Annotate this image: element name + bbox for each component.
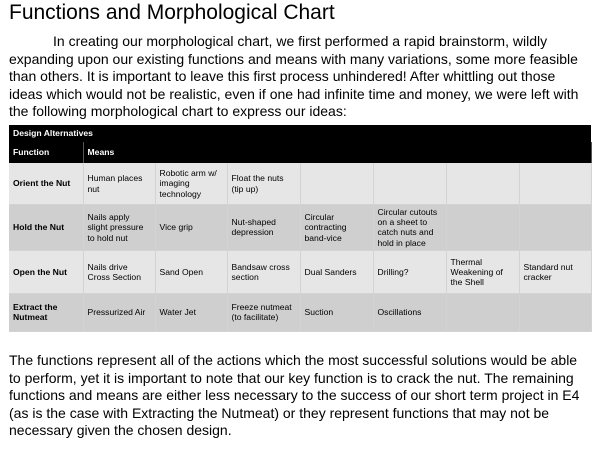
intro-paragraph: In creating our morphological chart, we first performed a rapid brainstorm, wildly expanding upon our existing functions and means with many variations, some more feasible than others. It is important to leave this first process unhindered! After whittling out those ideas which would not be realistic, even if one had infinite time and money, we were left with the following morphological chart to express our ideas: <box>9 33 579 120</box>
means-cell: Float the nuts (tip up) <box>227 163 300 205</box>
means-cell: Circular cutouts on a sheet to catch nuts and hold in place <box>373 205 446 251</box>
table-row <box>9 163 591 205</box>
means-cell <box>519 293 591 331</box>
means-cell: Vice grip <box>155 205 227 251</box>
means-cell: Bandsaw cross section <box>227 250 300 293</box>
means-cell <box>519 205 591 251</box>
conclusion-paragraph: The functions represent all of the actions which the most successful solutions would be able to perform, yet it is important to note that our key function is to crack the nut. The remaining functions and means are either less necessary to the success of our short term project in E4 (as is the case with Extracting the Nutmeat) or they represent functions that may not be necessary given the chosen design. <box>9 352 580 439</box>
table-row <box>9 250 591 293</box>
means-cell <box>300 163 373 205</box>
function-cell: Extract the Nutmeat <box>9 293 83 331</box>
means-cell: Suction <box>300 293 373 331</box>
means-cell: Nails drive Cross Section <box>83 250 155 293</box>
means-cell <box>519 163 591 205</box>
means-cell: Pressurized Air <box>83 293 155 331</box>
chart-title: Design Alternatives <box>9 125 591 142</box>
means-cell <box>446 293 519 331</box>
page-title: Functions and Morphological Chart <box>9 1 335 24</box>
function-cell: Orient the Nut <box>9 163 83 205</box>
function-cell: Hold the Nut <box>9 205 83 251</box>
means-cell: Oscillations <box>373 293 446 331</box>
means-cell: Nut-shaped depression <box>227 205 300 251</box>
means-cell: Robotic arm w/ imaging technology <box>155 163 227 205</box>
means-cell: Sand Open <box>155 250 227 293</box>
table-row <box>9 205 591 251</box>
means-cell <box>446 205 519 251</box>
means-cell: Dual Sanders <box>300 250 373 293</box>
means-cell: Freeze nutmeat (to facilitate) <box>227 293 300 331</box>
means-cell <box>446 163 519 205</box>
means-cell <box>373 163 446 205</box>
means-cell: Human places nut <box>83 163 155 205</box>
means-cell: Standard nut cracker <box>519 250 591 293</box>
morphological-chart <box>9 125 592 332</box>
means-cell: Circular contracting band-vice <box>300 205 373 251</box>
function-cell: Open the Nut <box>9 250 83 293</box>
means-cell: Nails apply slight pressure to hold nut <box>83 205 155 251</box>
means-cell: Water Jet <box>155 293 227 331</box>
means-cell: Thermal Weakening of the Shell <box>446 250 519 293</box>
means-cell: Drilling? <box>373 250 446 293</box>
column-header-function: Function <box>9 142 83 163</box>
table-row <box>9 293 591 331</box>
column-header-means: Means <box>83 142 591 163</box>
